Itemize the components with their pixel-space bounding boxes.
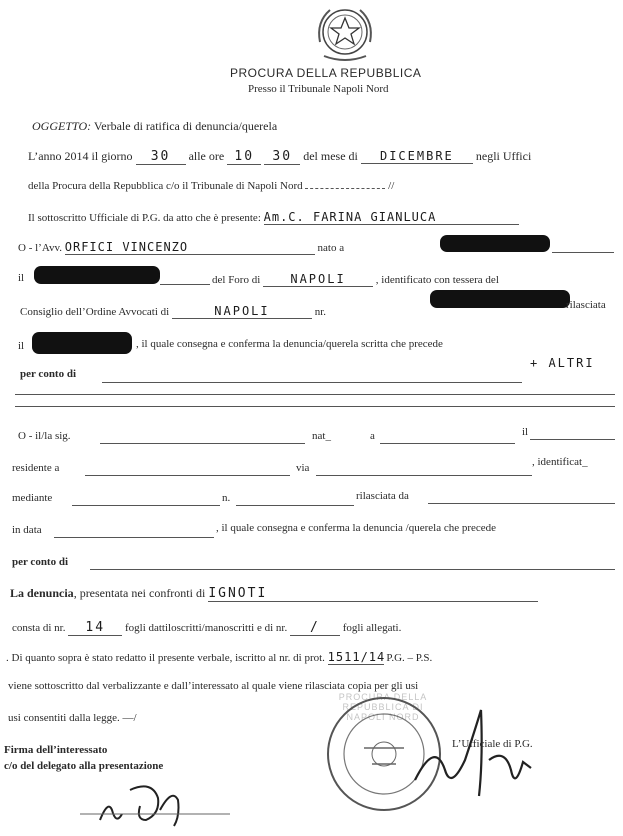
lawyer-prefix: O - l’Avv.: [18, 242, 62, 254]
attachments-label: fogli allegati.: [342, 622, 402, 634]
means-label: mediante: [12, 492, 53, 504]
delegate-label: c/o del delegato alla presentazione: [4, 760, 164, 772]
attachments-count: /: [290, 620, 340, 636]
offices-label: negli Uffici: [475, 149, 532, 163]
issued-label: rilasciata: [566, 299, 606, 311]
typed-pages-label: fogli dattiloscritti/manoscritti e di nr.: [124, 622, 288, 634]
delivery-text-2: , il quale consegna e conferma la denuncia /querela che precede: [216, 522, 497, 534]
pages-count: 14: [68, 620, 122, 636]
pages-label: consta di nr.: [12, 622, 66, 634]
signatory-label: Firma dell’interessato: [4, 744, 108, 756]
complaint-label: La denuncia: [10, 586, 74, 600]
identified-label: , identificat_: [532, 456, 588, 468]
card-nr-label: nr.: [314, 306, 327, 318]
born-at: a: [370, 430, 375, 442]
stamp-text: PROCURA DELLA REPUBBLICA DI NAPOLI NORD: [338, 692, 428, 722]
street-label: via: [296, 462, 310, 474]
protocol-line: [6, 650, 432, 665]
date-line: [28, 149, 531, 165]
foro-field: NAPOLI: [263, 272, 373, 287]
council-line: [20, 304, 326, 319]
lawyer-line: [18, 240, 344, 255]
protocol-suffix: P.G. – P.S.: [386, 652, 433, 664]
officer-label: Il sottoscritto Ufficiale di P.G. da atto che è presente:: [28, 212, 261, 224]
legal-uses: usi consentiti dalla legge. —/: [8, 712, 137, 724]
officer-line: [28, 210, 519, 225]
birthdate-label: il: [18, 272, 25, 284]
interested-signature: [60, 770, 240, 832]
council-city-field: NAPOLI: [172, 304, 312, 319]
delivery-text: , il quale consegna e conferma la denuncia/querela scritta che precede: [136, 338, 443, 350]
office-text: della Procura della Repubblica c/o il Tribunale di Napoli Nord: [28, 180, 303, 192]
person-line: [18, 430, 71, 442]
against-label: , presentata nei confronti di: [73, 586, 206, 600]
date-prefix: L’anno 2014 il giorno: [28, 149, 133, 163]
doc-number-label: n.: [222, 492, 231, 504]
hour-label: alle ore: [188, 149, 225, 163]
officer-field: Am.C. FARINA GIANLUCA: [264, 210, 519, 225]
redaction-card-number: [430, 290, 570, 308]
pages-line: [12, 620, 401, 636]
residence-label: residente a: [12, 462, 60, 474]
bar-rest: [212, 272, 499, 287]
council-label: Consiglio dell’Ordine Avvocati di: [20, 306, 170, 318]
signature-clause: viene sottoscritto dal verbalizzante e dall’interessato al quale viene rilasciata copia per gli usi: [8, 680, 419, 692]
day-field: 30: [136, 149, 186, 165]
person-prefix: O - il/la sig.: [18, 430, 71, 442]
subject-text: Verbale di ratifica di denuncia/querela: [93, 119, 278, 133]
born-date: il: [522, 426, 529, 438]
protocol-text: . Di quanto sopra è stato redatto il presente verbale, iscritto al nr. di prot.: [6, 652, 325, 664]
protocol-number: 1511/14: [327, 650, 386, 664]
behalf-note: + ALTRI: [530, 356, 595, 370]
born-suffix: nat_: [312, 430, 331, 442]
office-title: PROCURA DELLA REPUBBLICA: [230, 66, 422, 80]
month-field: DICEMBRE: [361, 149, 473, 164]
subject-line: [32, 119, 277, 134]
ident-label: , identificato con tessera del: [375, 274, 499, 286]
issue-date-label: il: [18, 340, 25, 352]
redaction-birthdate: [34, 266, 160, 284]
subject-label: OGGETTO:: [32, 119, 92, 133]
against-field: IGNOTI: [208, 586, 538, 602]
born-label: nato a: [317, 242, 345, 254]
officer-sign-label: L’Ufficiale di P.G.: [452, 738, 533, 750]
behalf-label-2: per conto di: [12, 556, 69, 568]
office-end: //: [388, 180, 395, 192]
lawyer-field: ORFICI VINCENZO: [65, 240, 315, 255]
doc-date-label: in data: [12, 524, 42, 536]
republic-emblem: [312, 2, 378, 64]
minute-field: 30: [264, 149, 300, 165]
redaction-issue-date: [32, 332, 132, 354]
bar-line: [18, 272, 24, 284]
officer-signature: [405, 700, 545, 810]
foro-label: del Foro di: [212, 274, 261, 286]
office-line: [28, 180, 394, 192]
behalf-label: per conto di: [20, 368, 77, 380]
month-label: del mese di: [303, 149, 358, 163]
redaction-birthplace: [440, 235, 550, 252]
hour-field: 10: [227, 149, 261, 165]
court-title: Presso il Tribunale Napoli Nord: [248, 83, 389, 95]
complaint-line: [10, 586, 538, 602]
issued-by-label: rilasciata da: [356, 490, 409, 502]
